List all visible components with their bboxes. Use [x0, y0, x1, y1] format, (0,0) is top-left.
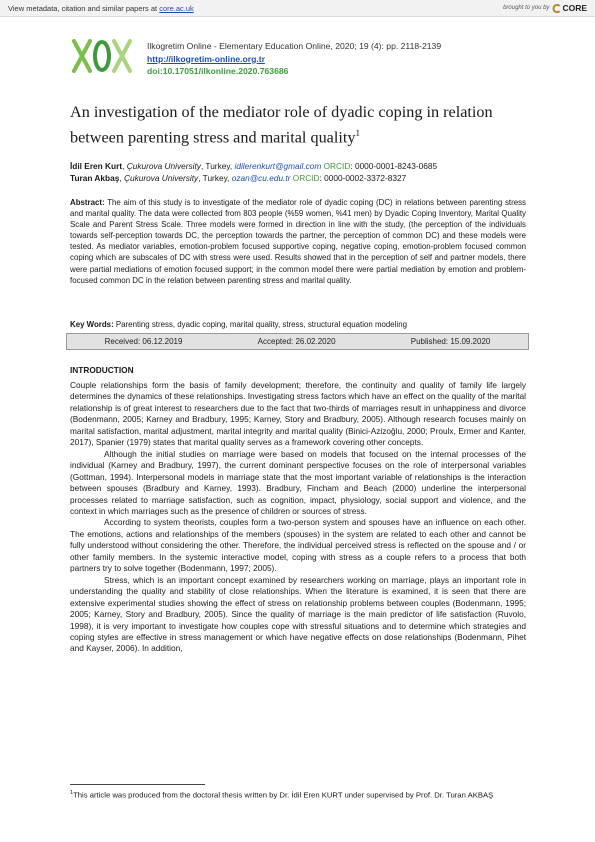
journal-logo-icon [72, 38, 132, 74]
keywords-text: Parenting stress, dyadic coping, marital quality, stress, structural equation modeling [113, 320, 407, 329]
journal-info [147, 40, 441, 78]
author-email-link[interactable]: ozan@cu.edu.tr [231, 173, 291, 184]
author-country: , Turkey, [200, 161, 235, 171]
body-paragraph: Stress, which is an important concept examined by researchers working on marriage, plays an important role in understanding the quality and stability of close relationships. When the literature is examined, it is seen that there are extensive experimental studies showing the effect of stress on relationship problems between couples (Bodenmann, 1995; 2005; Karney, Story and Bradbury, 2005). Since the quality of marriage is the main predictor of life satisfaction (Ruvolo, 1998), it is very important to investigate how couples cope with stressful situations and to determine which strategies and coping styles are effective in stress management or which have negative effects on dose relationships (Bodenmann, Pihet and Kayser, 2006). In addition, [70, 574, 526, 654]
keywords [70, 319, 530, 330]
core-banner-text: View metadata, citation and similar papers at [8, 3, 160, 13]
author-email-link[interactable]: idilerenkurt@gmail.com [234, 161, 322, 171]
accepted-date: Accepted: 26.02.2020 [257, 337, 336, 346]
brought-by-text: brought to you by [503, 5, 550, 11]
author-line: Turan Akbaş, Çukurova University, Turkey, ozan@cu.edu.tr ORCID: 0000-0002-3372-8327 [70, 173, 407, 184]
core-logo[interactable] [552, 3, 587, 13]
title-footnote-mark: 1 [355, 128, 360, 138]
journal-citation: Ilkogretim Online - Elementary Education Online, 2020; 19 (4): pp. 2118-2139 [147, 41, 442, 51]
author-name: Turan Akbaş [70, 173, 120, 184]
abstract-text: The aim of this study is to investigate of the mediator role of dyadic coping (DC) in relations between parenting stress and marital quality. The data were collected from 803 people (%59 women, %41 men) by Dyadic Coping Inventory, Marital Quality Scale and Parent Stress Scale. Three models were formed in direction in line with the study, (the perception of the individuals towards self-perception towards DC, the perception towards the partner, the perception of common DC) and these models were tested. As mediator variables, emotion-problem focused supportive coping, negative coping, emotion-problem focused common coping which are subscales of DC with stress were used. Results showed that in the perception of self and partner models, there were partial mediations of emotion focused support; in the common model there were partial mediation by emotion and problem-focused common DC in the relation between parenting stress and marital quality. [70, 198, 526, 285]
journal-doi[interactable]: doi:10.17051/ilkonline.2020.763686 [147, 66, 289, 77]
author-list [70, 160, 540, 185]
article-title-text: An investigation of the mediator role of dyadic coping in relation between parenting stress and marital quality [70, 103, 493, 147]
body-paragraph: Couple relationships form the basis of family development; therefore, the continuity and quality of family life largely determines the dynamics of these relationships. Investigating stress factors which have an effect on the quality of the marital relationship is of great interest to researchers due to the fact that two-thirds of marriages result in unhappiness and divorce (Bodenmann, 2005; Karney and Bradbury, 1995; Karney, Story and Bradbury, 2005). Although research focuses mainly on marital satisfaction, marital adjustment, marital integrity and marital quality (Binici-Azizoğlu, 2000; Proulx, Ermer and Kanter, 2017), Spanier (1979) states that marital quality serves as a framework covering other concepts. [70, 380, 526, 448]
keywords-label: Key Words: [70, 320, 114, 329]
core-banner-left [8, 4, 194, 13]
author-line: İdil Eren Kurt, Çukurova University, Turkey, idilerenkurt@gmail.com ORCID: 0000-0001-8243-0685 [70, 161, 438, 171]
author-country: , Turkey, [198, 173, 232, 184]
author-affiliation: Çukurova University [126, 161, 201, 171]
body-text [70, 380, 526, 655]
core-link[interactable]: core.ac.uk [159, 3, 194, 13]
journal-url-link[interactable]: http://ilkogretim-online.org.tr [147, 53, 265, 64]
body-paragraph: According to system theorists, couples form a two-person system and spouses have an influence on each other. The emotions, actions and relationships of the members (spouses) in the system are related to each other and cannot be fully understood without considering the other. Therefore, the individual perceived stress is reflected on the spouse and / or other family members. In the systemic interactive model, coping with stress as a couple refers to a process that both partners try to solve together (Bodenmann, 1997; 2005). [70, 517, 526, 574]
section-heading: INTRODUCTION [70, 365, 134, 375]
core-banner [0, 0, 595, 17]
article-title [70, 102, 530, 148]
orcid-id: : 0000-0002-3372-8327 [319, 173, 407, 184]
author-name: İdil Eren Kurt [70, 161, 123, 171]
published-date: Published: 15.09.2020 [410, 337, 491, 346]
orcid-id: : 0000-0001-8243-0685 [350, 161, 438, 171]
core-logo-icon [552, 4, 561, 13]
footnote-mark: 1 [70, 790, 74, 796]
footnote [70, 788, 526, 801]
footnote-divider [70, 784, 205, 785]
orcid-label: ORCID [321, 161, 351, 171]
author-affiliation: Çukurova University [123, 173, 199, 184]
core-logo-text: CORE [562, 3, 587, 13]
journal-header [72, 38, 532, 82]
body-paragraph: Although the initial studies on marriage were based on models that focused on the internal processes of the individual (Karney and Bradbury, 1997), the current dominant perspective focuses on the role of interpersonal variables (Gottman, 1994). Interpersonal models in marriage state that the most important variable of relationships is the interaction between spouses (Bradbury and Karney, 1993). Bradbury, Fincham and Beach (2000) underline the interpersonal processes related to marriage satisfaction, such as cognition, impact, physiology, social support and violence, and the context in which marriages such as the presence of children or sources of stress. [70, 448, 526, 516]
footnote-text: This article was produced from the doctoral thesis written by Dr. İdil Eren KURT under supervised by Prof. Dr. Turan AKBAŞ [73, 790, 494, 800]
abstract [70, 197, 526, 286]
abstract-label: Abstract: [70, 198, 105, 207]
received-date: Received: 06.12.2019 [104, 337, 183, 346]
core-banner-right [503, 3, 587, 13]
dates-bar [66, 333, 529, 350]
orcid-label: ORCID [290, 173, 320, 184]
